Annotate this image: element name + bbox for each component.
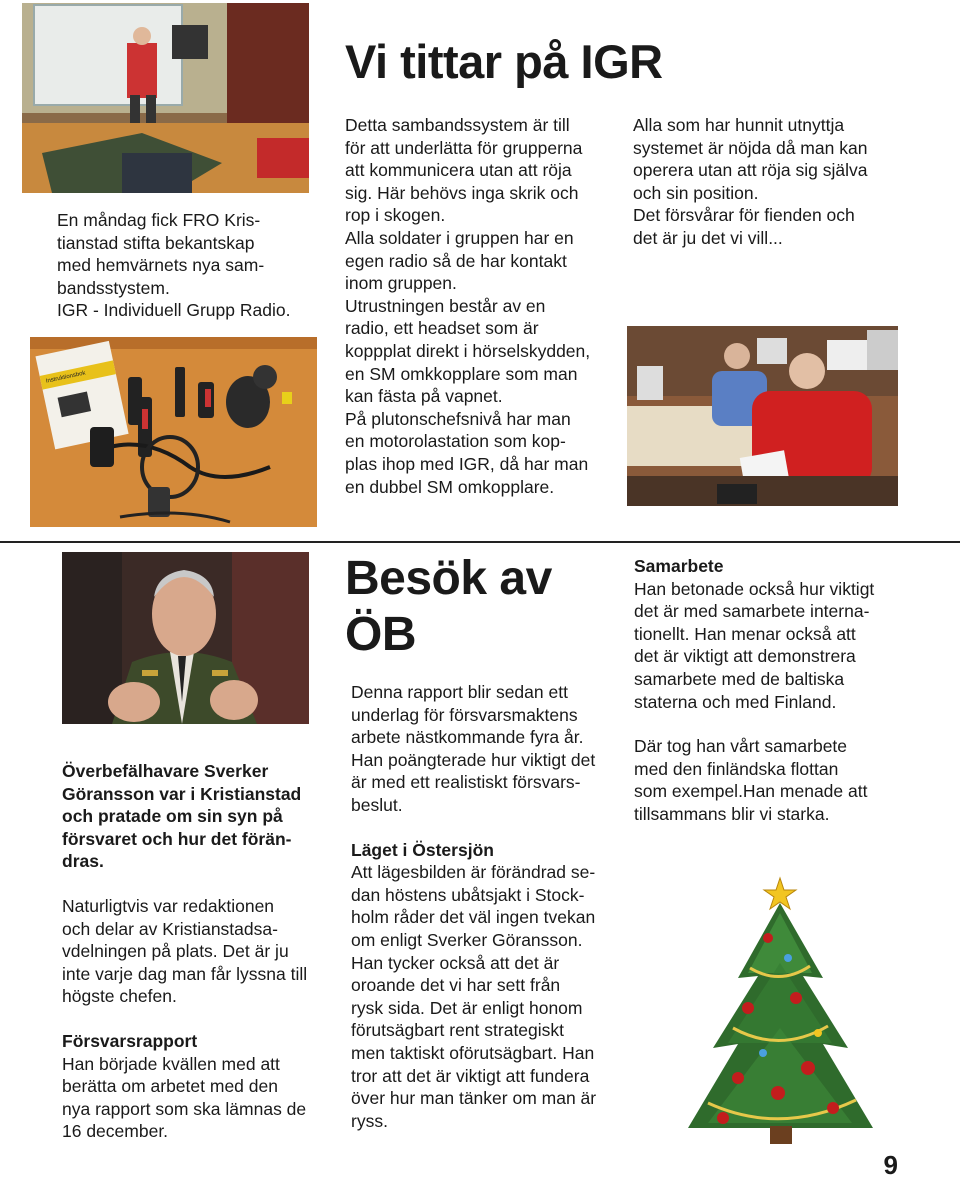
- article-title-ob: Besök av ÖB: [345, 552, 552, 661]
- ob-portrait-photo: [62, 552, 309, 724]
- manual-text: Instruktionsbok: [45, 370, 87, 385]
- ob-column-1: [62, 895, 337, 1143]
- ob-column-2: [351, 681, 626, 1132]
- paragraph-ostersjon: Att lägesbilden är förändrad se- dan höstens ubåtsjakt i Stock- holm råder det väl ingen tvekan om enligt Sverker Göransson. Han tycker också att det är oroande det vi har sett från rysk sida. Det är enligt honom förutsägbart rent strategiskt men taktiskt oförutsägbart. Han tror att det är viktigt att fundera över hur man tänker om man är ryss.: [351, 862, 597, 1131]
- paragraph-redaktionen: Naturligtvis var redaktionen och delar av Kristianstadsa- vdelningen på plats. Det är ju inte varje dag man får lyssna till högste chefen.: [62, 896, 308, 1007]
- radio-equipment-photo: [30, 337, 317, 527]
- page-number: 9: [883, 1150, 898, 1180]
- paragraph-samarbete: Han betonade också hur viktigt det är med samarbete interna- tionellt. Han menar också att det är viktigt att demonstrera samarbete med de baltiska staterna och med Finland.: [634, 578, 875, 712]
- paragraph-forsvarsrapport: Han började kvällen med att berätta om arbetet med den nya rapport som ska lämnas de 16 december.: [62, 1053, 307, 1142]
- igr-conclusion-column: Alla som har hunnit utnyttja systemet är nöjda då man kan operera utan att röja sig själva och sin position. Det försvårar för fienden och det är ju det vi vill...: [633, 115, 868, 248]
- christmas-tree-illustration: [678, 868, 883, 1153]
- photo-caption-igr: En måndag fick FRO Kris- tianstad stifta bekantskap med hemvärnets nya sam- bandsstystem. IGR - Individuell Grupp Radio.: [57, 210, 291, 321]
- heading-ostersjon: Läget i Östersjön: [351, 839, 494, 860]
- classroom-photo: [22, 3, 309, 193]
- heading-forsvarsrapport: Försvarsrapport: [62, 1030, 198, 1051]
- ob-lead-text: Överbefälhavare Sverker Göransson var i Kristianstad och pratade om sin syn på försvaret och hur det förän- dras.: [62, 761, 302, 872]
- members-at-computers-photo: [627, 326, 898, 506]
- paragraph-finland: Där tog han vårt samarbete med den finländska flottan som exempel.Han menade att tillsammans blir vi starka.: [634, 736, 868, 824]
- article-title-igr: Vi tittar på IGR: [345, 35, 663, 88]
- section-divider: [0, 541, 960, 543]
- heading-samarbete: Samarbete: [634, 556, 724, 576]
- igr-description-column: Detta sambandssystem är till för att underlätta för grupperna att kommunicera utan att röja sig. Här behövs inga skrik och rop i skogen. Alla soldater i gruppen har en egen radio så de har kontakt inom gruppen. Utrustningen består av en radio, ett headset som är koppplat direkt i hörselskydden, en SM omkkopplare som man kan fästa på vapnet. På plutonschefsnivå har man en motorolastation som kop- plas ihop med IGR, då har man en dubbel SM omkopplare.: [345, 115, 591, 497]
- ob-column-3: [634, 555, 909, 826]
- paragraph-rapport: Denna rapport blir sedan ett underlag för försvarsmaktens arbete nästkommande fyra år. Han poängterade hur viktigt det är med ett realistiskt försvars- beslut.: [351, 682, 596, 815]
